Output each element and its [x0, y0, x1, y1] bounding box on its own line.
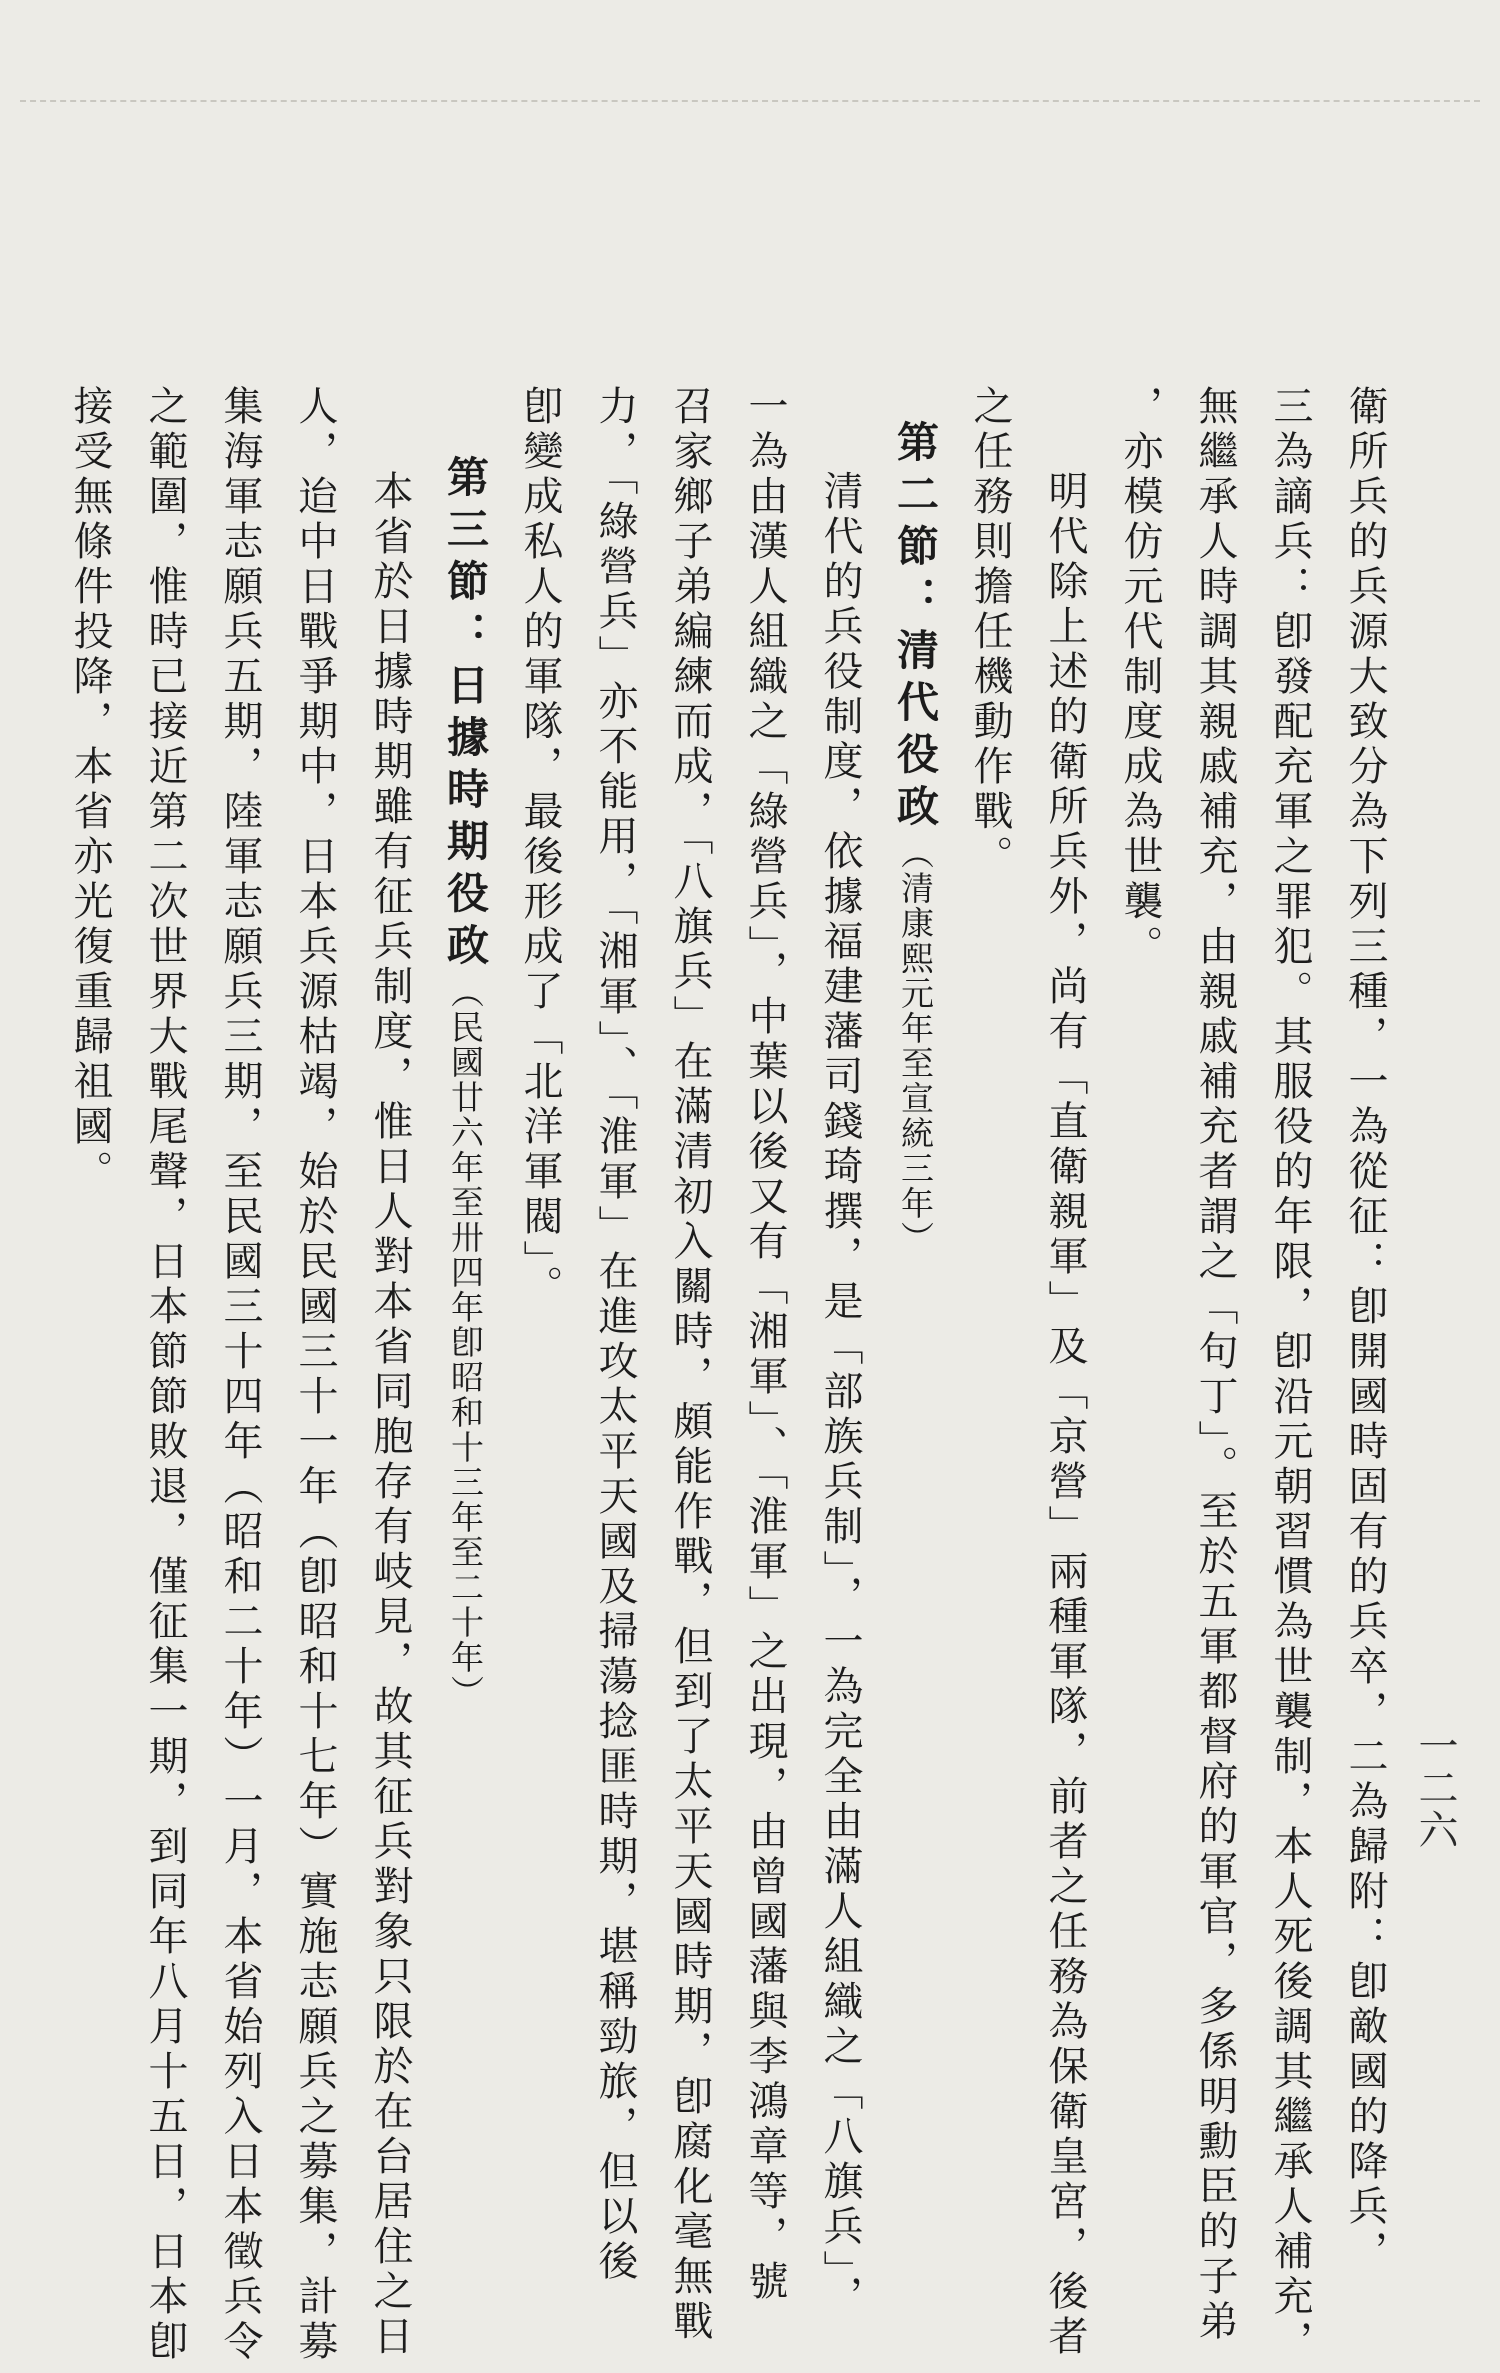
text-column-4: ，亦模仿元代制度成為世襲。	[1117, 385, 1163, 970]
text-column-7: 清代的兵役制度，依據福建藩司錢琦撰，是「部族兵制」，一為完全由滿人組織之「八旗兵」，	[817, 470, 863, 2320]
section-3-heading	[435, 455, 495, 1710]
section-2-date-range: （清康熙元年至宣統三年）	[896, 836, 935, 1256]
text-column-11: 卽變成私人的軍隊，最後形成了「北洋軍閥」。	[517, 385, 563, 1310]
text-column-14: 集海軍志願兵五期，陸軍志願兵三期，至民國三十四年（昭和二十年）一月，本省始列入日本徵兵令	[217, 385, 263, 2365]
page-number: 一二六	[1412, 1725, 1458, 1851]
section-2-title: 第二節：清代役政	[891, 420, 940, 836]
text-column-1: 衛所兵的兵源大致分為下列三種，一為從征：卽開國時固有的兵卒，二為歸附：卽敵國的降兵，	[1342, 385, 1388, 2275]
text-column-8: 一為由漢人組織之「綠營兵」，中葉以後又有「湘軍」、「淮軍」之出現，由曾國藩與李鴻章等，號	[742, 385, 788, 2305]
text-column-2: 三為謫兵：卽發配充軍之罪犯。其服役的年限，卽沿元朝習慣為世襲制，本人死後調其繼承人補充，	[1267, 385, 1313, 2365]
text-column-3: 無繼承人時調其親戚補充，由親戚補充者謂之「句丁」。至於五軍都督府的軍官，多係明勳臣的子弟	[1192, 385, 1238, 2345]
text-column-9: 召家鄉子弟編練而成，「八旗兵」在滿清初入關時，頗能作戰，但到了太平天國時期，卽腐化毫無戰	[667, 385, 713, 2345]
text-column-16: 接受無條件投降，本省亦光復重歸祖國。	[67, 385, 113, 1195]
section-3-date-range: （民國廿六年至卅四年卽昭和十三年至二十年）	[446, 975, 485, 1710]
text-column-5: 明代除上述的衛所兵外，尚有「直衛親軍」及「京營」兩種軍隊，前者之任務為保衛皇宮，後者	[1042, 470, 1088, 2360]
section-3-title: 第三節：日據時期役政	[441, 455, 490, 975]
text-column-13: 人，迨中日戰爭期中，日本兵源枯竭，始於民國三十一年（卽昭和十七年）實施志願兵之募集，計募	[292, 385, 338, 2365]
section-2-heading	[885, 420, 945, 1256]
text-column-15: 之範圍，惟時已接近第二次世界大戰尾聲，日本節節敗退，僅征集一期，到同年八月十五日，日本卽	[142, 385, 188, 2365]
text-column-12: 本省於日據時期雖有征兵制度，惟日人對本省同胞存有岐見，故其征兵對象只限於在台居住之日	[367, 470, 413, 2360]
text-column-10: 力，「綠營兵」亦不能用，「湘軍」、「淮軍」在進攻太平天國及掃蕩捻匪時期，堪稱勁旅，但以後	[592, 385, 638, 2285]
top-dashed-divider	[20, 100, 1480, 102]
text-column-6: 之任務則擔任機動作戰。	[967, 385, 1013, 880]
